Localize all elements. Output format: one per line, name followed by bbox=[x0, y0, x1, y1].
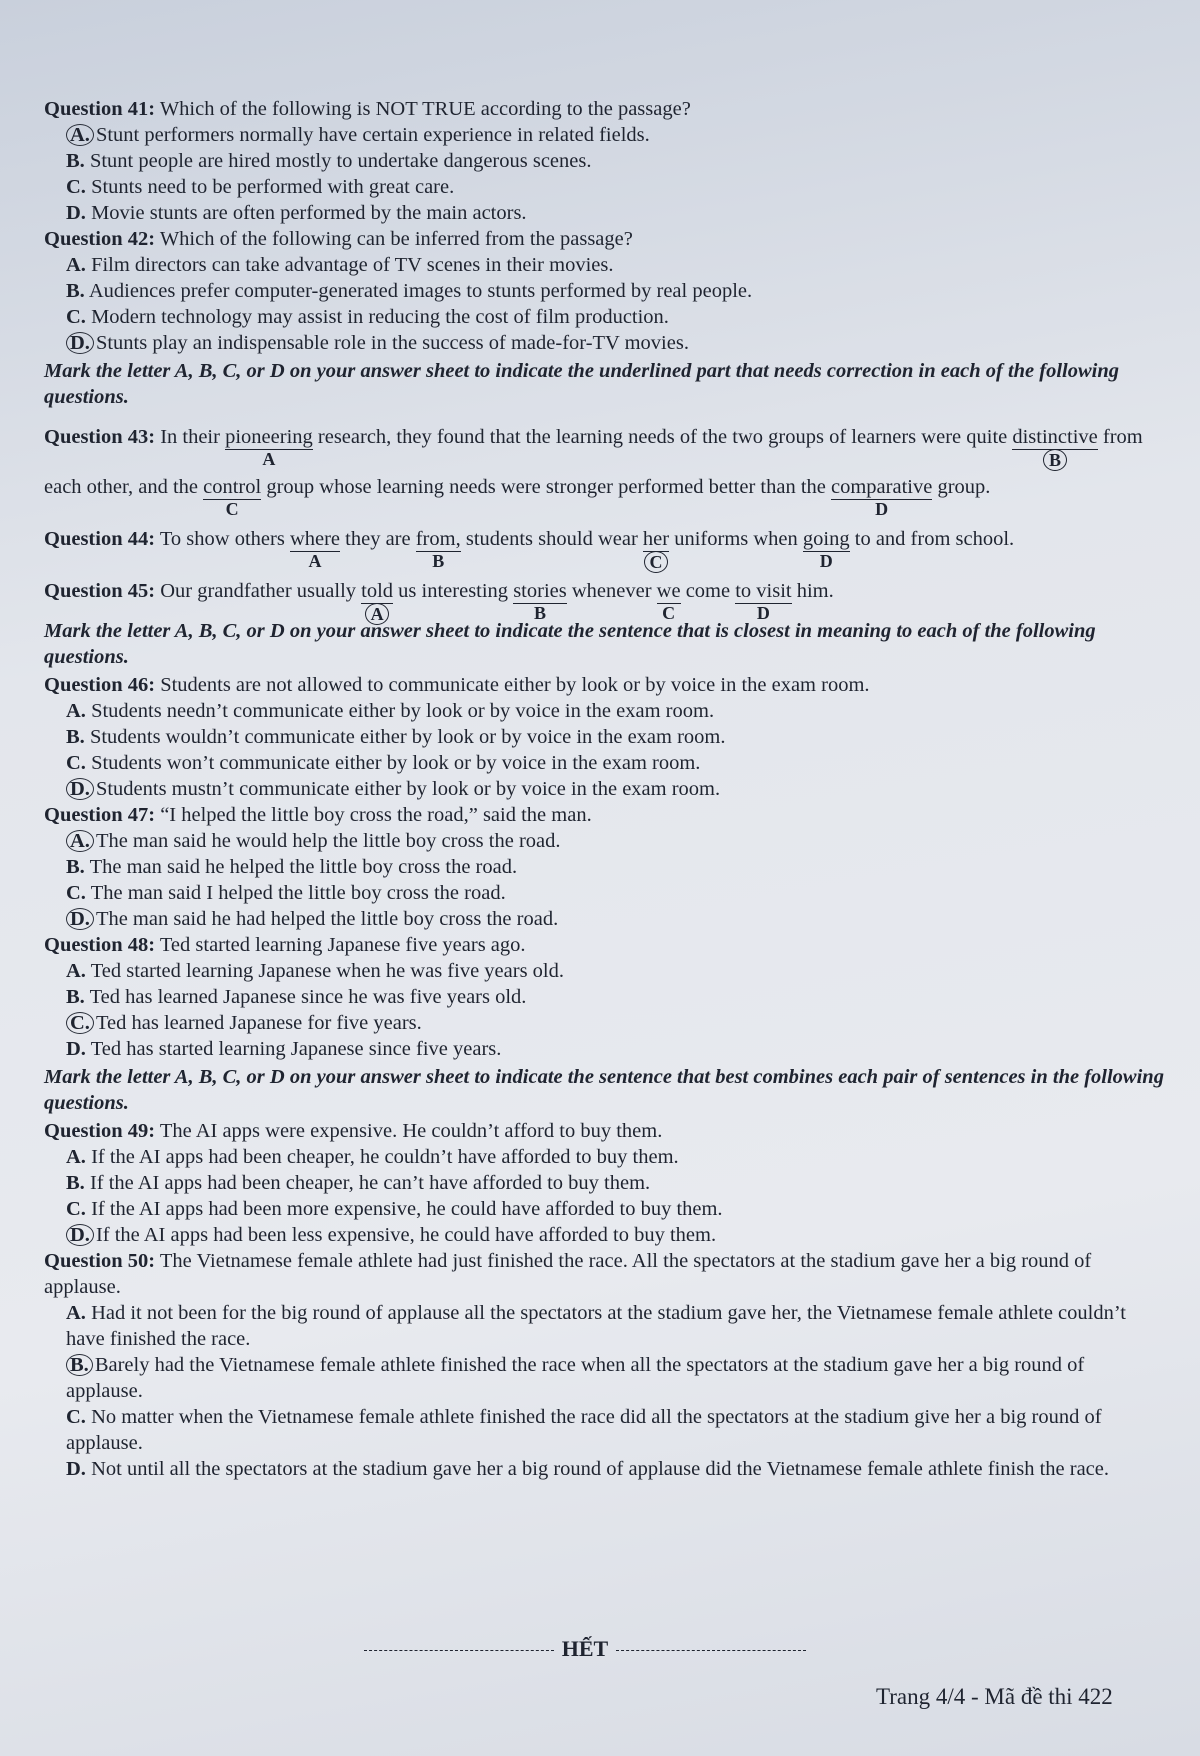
question-text: group. bbox=[937, 476, 991, 498]
option-letter: B. bbox=[66, 726, 85, 748]
question-47 bbox=[44, 802, 1164, 828]
option-text: Film directors can take advantage of TV scenes in their movies. bbox=[91, 254, 614, 276]
underlined-part-c bbox=[203, 475, 262, 519]
option-letter: D. bbox=[66, 1038, 86, 1060]
underlined-part-a bbox=[361, 579, 394, 624]
question-text: us interesting bbox=[398, 580, 509, 602]
underlined-part-b bbox=[1012, 425, 1098, 470]
circled-answer-mark: D. bbox=[66, 778, 94, 800]
exam-content bbox=[44, 96, 1164, 1482]
end-text: HẾT bbox=[561, 1636, 609, 1661]
option-text: Students wouldn’t communicate either by look or by voice in the exam room. bbox=[89, 726, 726, 748]
option-c bbox=[66, 1196, 1164, 1222]
option-text: Stunt performers normally have certain experience in related fields. bbox=[95, 124, 650, 146]
underlined-text: comparative bbox=[831, 476, 933, 498]
option-letter: A. bbox=[66, 254, 86, 276]
part-label: C bbox=[662, 603, 676, 623]
question-text: Our grandfather usually bbox=[160, 580, 357, 602]
option-b bbox=[66, 148, 1164, 174]
underlined-text: told bbox=[361, 580, 394, 602]
circled-answer-mark: A bbox=[365, 603, 389, 625]
option-letter: A. bbox=[66, 1146, 86, 1168]
part-label: D bbox=[756, 603, 770, 623]
question-text: The Vietnamese female athlete had just finished the race. All the spectators at the stadium gave her a big round of applause. bbox=[44, 1250, 1092, 1298]
option-c bbox=[66, 880, 1164, 906]
option-a bbox=[66, 252, 1164, 278]
option-text: Barely had the Vietnamese female athlete finished the race when all the spectators at the stadium gave her a big round of applause. bbox=[66, 1354, 1085, 1402]
option-a bbox=[66, 828, 1164, 854]
underlined-text: control bbox=[203, 476, 262, 498]
option-text: If the AI apps had been less expensive, he could have afforded to buy them. bbox=[95, 1224, 717, 1246]
question-text: Ted started learning Japanese five years ago. bbox=[159, 934, 526, 956]
option-letter: B. bbox=[66, 150, 85, 172]
option-d bbox=[66, 1222, 1164, 1248]
question-text: research, they found that the learning needs of the two groups of learners were quite bbox=[317, 426, 1008, 448]
question-42 bbox=[44, 226, 1164, 252]
option-a bbox=[66, 122, 1164, 148]
option-letter: B. bbox=[66, 856, 85, 878]
option-letter: C. bbox=[66, 306, 86, 328]
option-text: The man said he would help the little boy cross the road. bbox=[95, 830, 561, 852]
instruction-error-identification: Mark the letter A, B, C, or D on your answer sheet to indicate the underlined part that needs correction in each of the following questions. bbox=[44, 360, 1119, 408]
option-a bbox=[66, 1300, 1164, 1352]
option-text: The man said he had helped the little boy cross the road. bbox=[95, 908, 559, 930]
option-b bbox=[66, 984, 1164, 1010]
underlined-text: stories bbox=[513, 580, 567, 602]
part-label: D bbox=[819, 551, 833, 571]
option-text: Ted started learning Japanese when he was five years old. bbox=[90, 960, 565, 982]
question-44 bbox=[44, 514, 1164, 572]
circled-answer-mark: B bbox=[1043, 449, 1067, 471]
option-text: Ted has learned Japanese since he was five years old. bbox=[89, 986, 527, 1008]
option-letter: A. bbox=[66, 960, 86, 982]
option-letter: A. bbox=[66, 1302, 86, 1324]
question-text: whenever bbox=[571, 580, 652, 602]
underlined-part-d bbox=[831, 475, 933, 519]
option-text: Modern technology may assist in reducing the cost of film production. bbox=[91, 306, 669, 328]
option-text: If the AI apps had been cheaper, he couldn’t have afforded to buy them. bbox=[91, 1146, 679, 1168]
underlined-text: her bbox=[642, 528, 670, 550]
option-text: Students needn’t communicate either by look or by voice in the exam room. bbox=[91, 700, 715, 722]
question-text: Which of the following is NOT TRUE according to the passage? bbox=[159, 98, 691, 120]
underlined-text: to visit bbox=[735, 580, 792, 602]
option-text: Students won’t communicate either by look or by voice in the exam room. bbox=[91, 752, 701, 774]
option-d bbox=[66, 330, 1164, 356]
option-text: Movie stunts are often performed by the main actors. bbox=[91, 202, 527, 224]
question-title: Question 47: bbox=[44, 804, 156, 826]
option-d bbox=[66, 776, 1164, 802]
part-label: A bbox=[262, 449, 276, 469]
underlined-part-b bbox=[513, 579, 567, 623]
option-text: Audiences prefer computer-generated images to stunts performed by real people. bbox=[88, 280, 753, 302]
option-letter: C. bbox=[66, 752, 86, 774]
question-title: Question 41: bbox=[44, 98, 156, 120]
question-text: they are bbox=[345, 528, 411, 550]
circled-answer-mark: A. bbox=[66, 124, 94, 146]
option-text: The man said I helped the little boy cross the road. bbox=[90, 882, 506, 904]
question-text: “I helped the little boy cross the road,” said the man. bbox=[160, 804, 592, 826]
question-43 bbox=[44, 412, 1164, 519]
question-title: Question 42: bbox=[44, 228, 156, 250]
option-d bbox=[66, 1036, 1164, 1062]
question-text: uniforms when bbox=[674, 528, 798, 550]
circled-answer-mark: B. bbox=[66, 1354, 93, 1376]
circled-answer-mark: D. bbox=[66, 908, 94, 930]
option-text: Not until all the spectators at the stadium gave her a big round of applause did the Vietnamese female athlete finish the race. bbox=[91, 1458, 1109, 1480]
option-c bbox=[66, 304, 1164, 330]
question-title: Question 50: bbox=[44, 1250, 156, 1272]
option-letter: C. bbox=[66, 1198, 86, 1220]
option-text: Stunts need to be performed with great care. bbox=[91, 176, 455, 198]
circled-answer-mark: A. bbox=[66, 830, 94, 852]
option-letter: D. bbox=[66, 202, 86, 224]
question-text: to and from school. bbox=[854, 528, 1015, 550]
question-text: group whose learning needs were stronger performed better than the bbox=[266, 476, 826, 498]
option-a bbox=[66, 698, 1164, 724]
option-b bbox=[66, 724, 1164, 750]
underlined-part-a bbox=[225, 425, 313, 469]
option-d bbox=[66, 200, 1164, 226]
option-b bbox=[66, 278, 1164, 304]
question-text: To show others bbox=[159, 528, 285, 550]
question-text: Which of the following can be inferred from the passage? bbox=[159, 228, 633, 250]
instruction-combine-sentences: Mark the letter A, B, C, or D on your answer sheet to indicate the sentence that best combines each pair of sentences in the following questions. bbox=[44, 1066, 1164, 1114]
underlined-text: from, bbox=[415, 528, 461, 550]
question-text: come bbox=[685, 580, 731, 602]
option-text: Ted has started learning Japanese since five years. bbox=[90, 1038, 502, 1060]
question-48 bbox=[44, 932, 1164, 958]
option-letter: B. bbox=[66, 1172, 85, 1194]
underlined-text: going bbox=[802, 528, 850, 550]
question-text: from each other, and the bbox=[44, 426, 1143, 498]
option-c bbox=[66, 750, 1164, 776]
option-text: Students mustn’t communicate either by look or by voice in the exam room. bbox=[95, 778, 721, 800]
circled-answer-mark: C. bbox=[66, 1012, 94, 1034]
question-title: Question 48: bbox=[44, 934, 156, 956]
question-title: Question 43: bbox=[44, 426, 156, 448]
option-c bbox=[66, 1010, 1164, 1036]
underlined-part-b bbox=[415, 527, 461, 571]
option-text: Ted has learned Japanese for five years. bbox=[95, 1012, 422, 1034]
circled-answer-mark: D. bbox=[66, 332, 94, 354]
part-label: B bbox=[432, 551, 445, 571]
option-b bbox=[66, 854, 1164, 880]
option-letter: B. bbox=[66, 986, 85, 1008]
underlined-text: distinctive bbox=[1012, 426, 1098, 448]
option-a bbox=[66, 1144, 1164, 1170]
part-label: A bbox=[308, 551, 322, 571]
option-letter: D. bbox=[66, 1458, 86, 1480]
question-text: students should wear bbox=[465, 528, 638, 550]
option-letter: C. bbox=[66, 176, 86, 198]
underlined-part-c bbox=[656, 579, 681, 623]
option-text: Stunts play an indispensable role in the success of made-for-TV movies. bbox=[95, 332, 689, 354]
underlined-part-d bbox=[735, 579, 792, 623]
question-49 bbox=[44, 1118, 1164, 1144]
option-a bbox=[66, 958, 1164, 984]
part-label: C bbox=[225, 499, 239, 519]
option-text: If the AI apps had been more expensive, he could have afforded to buy them. bbox=[91, 1198, 723, 1220]
option-text: The man said he helped the little boy cross the road. bbox=[89, 856, 518, 878]
option-b bbox=[66, 1352, 1164, 1404]
question-46 bbox=[44, 672, 1164, 698]
instruction-closest-meaning: Mark the letter A, B, C, or D on your answer sheet to indicate the sentence that is closest in meaning to each of the following questions. bbox=[44, 620, 1096, 668]
end-marker bbox=[340, 1636, 830, 1662]
question-41 bbox=[44, 96, 1164, 122]
underlined-text: pioneering bbox=[225, 426, 313, 448]
option-c bbox=[66, 174, 1164, 200]
divider bbox=[364, 1650, 554, 1651]
option-text: Stunt people are hired mostly to undertake dangerous scenes. bbox=[89, 150, 592, 172]
option-text: No matter when the Vietnamese female athlete finished the race did all the spectators at the stadium give her a big round of applause. bbox=[66, 1406, 1102, 1454]
question-45 bbox=[44, 566, 1164, 624]
option-letter: C. bbox=[66, 1406, 86, 1428]
page-footer: Trang 4/4 - Mã đề thi 422 bbox=[876, 1684, 1113, 1709]
underlined-text: we bbox=[656, 580, 681, 602]
circled-answer-mark: C bbox=[644, 551, 668, 573]
part-label: B bbox=[533, 603, 546, 623]
question-title: Question 49: bbox=[44, 1120, 156, 1142]
question-title: Question 44: bbox=[44, 528, 156, 550]
option-text: Had it not been for the big round of applause all the spectators at the stadium gave her, the Vietnamese female athlete couldn’t have finished the race. bbox=[66, 1302, 1127, 1350]
underlined-part-a bbox=[289, 527, 341, 571]
underlined-part-d bbox=[802, 527, 850, 571]
question-text: Students are not allowed to communicate either by look or by voice in the exam room. bbox=[160, 674, 870, 696]
question-title: Question 45: bbox=[44, 580, 156, 602]
option-letter: C. bbox=[66, 882, 86, 904]
underlined-part-c bbox=[642, 527, 670, 572]
underlined-text: where bbox=[289, 528, 341, 550]
option-d bbox=[66, 906, 1164, 932]
option-d bbox=[66, 1456, 1164, 1482]
question-text: him. bbox=[796, 580, 834, 602]
circled-answer-mark: D. bbox=[66, 1224, 94, 1246]
question-title: Question 46: bbox=[44, 674, 156, 696]
option-text: If the AI apps had been cheaper, he can’t have afforded to buy them. bbox=[89, 1172, 651, 1194]
option-letter: B. bbox=[66, 280, 85, 302]
option-b bbox=[66, 1170, 1164, 1196]
option-letter: A. bbox=[66, 700, 86, 722]
divider bbox=[616, 1650, 806, 1651]
option-c bbox=[66, 1404, 1164, 1456]
part-label: D bbox=[875, 499, 889, 519]
question-text: The AI apps were expensive. He couldn’t afford to buy them. bbox=[159, 1120, 663, 1142]
question-50 bbox=[44, 1248, 1164, 1300]
question-text: In their bbox=[160, 426, 220, 448]
